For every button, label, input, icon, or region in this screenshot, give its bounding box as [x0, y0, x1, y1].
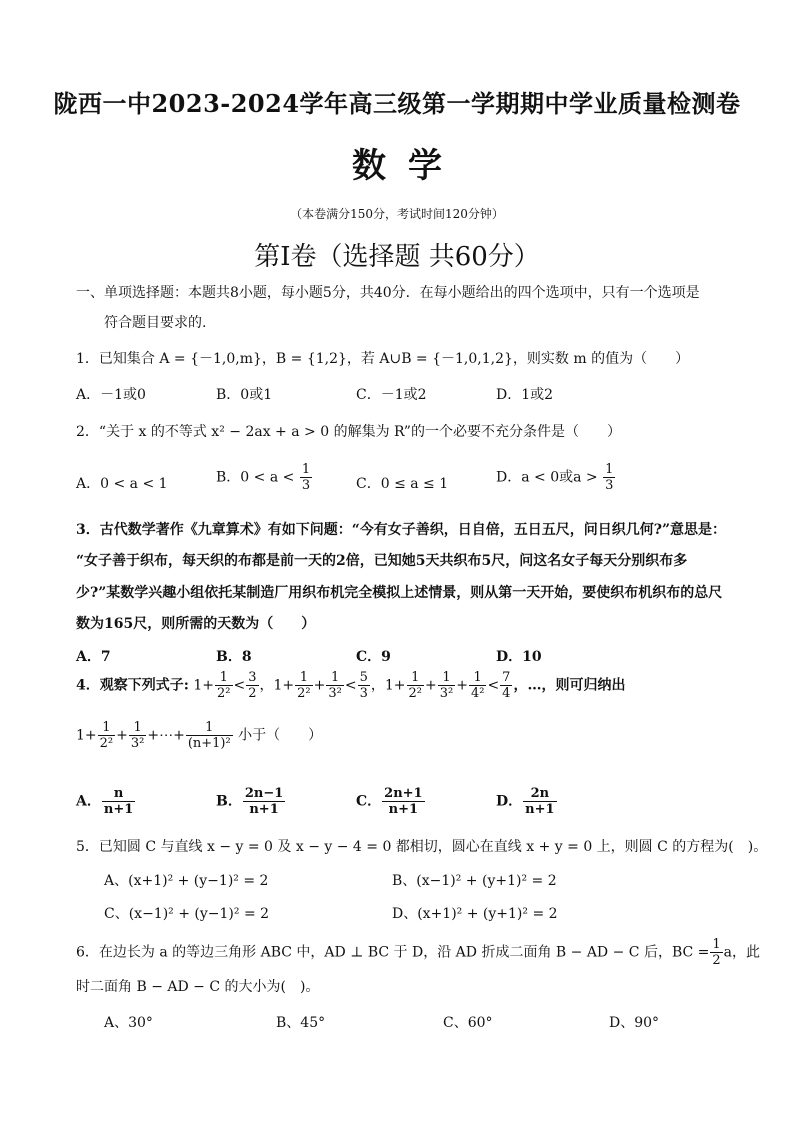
fraction — [382, 786, 424, 817]
question-3-line2: “女子善于织布，每天织的布都是前一天的2倍，已知她5天共织布5尺，问这名女子每天分别织布多 — [76, 553, 688, 569]
question-5-option-c: C、(x−1)² + (y−1)² = 2 — [104, 906, 270, 922]
section-instructions-line1: 一、单项选择题：本题共8小题，每小题5分，共40分．在每小题给出的四个选项中，只有一个选项是 — [76, 285, 700, 301]
less-than: < — [233, 677, 246, 694]
plus: + — [313, 677, 326, 694]
fraction — [438, 670, 455, 701]
plus: + — [456, 677, 468, 694]
fraction — [358, 670, 370, 701]
question-1-option-a: A．－1或0 — [76, 387, 146, 403]
denominator: 2² — [217, 686, 231, 701]
numerator: 2n — [523, 786, 556, 802]
question-2-option-d — [496, 462, 616, 493]
fraction — [98, 720, 115, 751]
question-3-option-c: C．9 — [356, 649, 391, 665]
numerator: 3 — [248, 670, 257, 685]
numerator: 1 — [301, 462, 311, 477]
q6-stem-text: 6．在边长为 a 的等边三角形 ABC 中，AD ⊥ BC 于 D，沿 AD 折成二面角 B − AD − C 后，BC = — [76, 944, 710, 961]
denominator: 2 — [712, 953, 721, 968]
denominator: 3² — [328, 686, 342, 701]
fraction — [523, 786, 556, 817]
option-b-text: B．0 < a < — [216, 469, 295, 486]
less-than: < — [344, 677, 357, 694]
denominator: 3² — [130, 736, 145, 751]
question-3-option-d: D．10 — [496, 649, 542, 665]
numerator: 7 — [502, 670, 511, 685]
question-1-option-b: B．0或1 — [216, 387, 273, 403]
q4-tail: ，…，则可归纳出 — [513, 677, 626, 694]
fraction — [215, 670, 232, 701]
question-4-option-b — [216, 786, 286, 817]
fraction — [407, 670, 424, 701]
fraction — [246, 670, 258, 701]
numerator: 1 — [295, 670, 312, 686]
question-6-option-c: C、60° — [443, 1015, 493, 1031]
numerator: 1 — [129, 720, 146, 736]
fraction — [710, 937, 722, 968]
question-3-line1: 3．古代数学著作《九章算术》有如下问题：“今有女子善织，日自倍，五日五尺，问日织几何?”意思是： — [76, 522, 727, 538]
subject-title: 数学 — [352, 146, 464, 186]
plus: + — [425, 677, 437, 694]
option-label: D． — [496, 793, 523, 810]
denominator: n+1 — [388, 802, 419, 817]
numerator: 5 — [359, 670, 368, 685]
numerator: 2n+1 — [384, 786, 423, 801]
fraction — [102, 786, 135, 817]
question-1-stem: 1．已知集合 A = {－1,0,m}，B = {1,2}，若 A∪B = {－1,0,1,2}，则实数 m 的值为（ ） — [76, 351, 690, 367]
numerator: 1 — [186, 720, 233, 736]
question-5-option-a: A、(x+1)² + (y−1)² = 2 — [104, 873, 269, 889]
q4-less-than-text: 小于（ ） — [238, 727, 323, 744]
numerator: 1 — [98, 720, 115, 736]
question-2-option-a: A．0 < a < 1 — [76, 476, 168, 492]
less-than: < — [487, 677, 500, 694]
denominator: 2² — [99, 736, 114, 751]
denominator: 3² — [439, 686, 454, 701]
question-5-option-b: B、(x−1)² + (y+1)² = 2 — [392, 873, 557, 889]
fraction — [469, 670, 486, 701]
question-6-line2: 时二面角 B − AD − C 的大小为( )。 — [76, 979, 320, 995]
question-2-stem: 2．“关于 x 的不等式 x² − 2ax + a > 0 的解集为 R”的一个必要不充分条件是（ ） — [76, 424, 621, 440]
question-2-option-b — [216, 462, 313, 493]
ellipsis: +⋯+ — [147, 727, 185, 744]
question-2-option-c: C．0 ≤ a ≤ 1 — [356, 476, 449, 492]
question-6-option-b: B、45° — [276, 1015, 326, 1031]
section-instructions-line2: 符合题目要求的. — [104, 315, 207, 331]
question-6-stem — [76, 937, 760, 968]
question-1-option-d: D．1或2 — [496, 387, 554, 403]
q6-stem-tail: a，此 — [723, 944, 761, 961]
numerator: 1 — [438, 670, 455, 686]
question-6-option-a: A、30° — [104, 1015, 153, 1031]
term: 1+ — [193, 677, 215, 694]
plus: + — [116, 727, 128, 744]
question-5-option-d: D、(x+1)² + (y+1)² = 2 — [392, 906, 558, 922]
question-3-option-a: A．7 — [76, 649, 111, 665]
question-3-line3: 少?”某数学兴趣小组依托某制造厂用织布机完全模拟上述情景，则从第一天开始，要使织布机织布的总尺 — [76, 585, 723, 601]
denominator: 2 — [248, 686, 257, 701]
fraction — [500, 670, 512, 701]
numerator: 1 — [712, 937, 721, 952]
question-1-option-c: C．－1或2 — [356, 387, 427, 403]
question-4-stem — [76, 670, 625, 701]
option-d-text: D．a < 0或a > — [496, 469, 598, 486]
fraction — [243, 786, 285, 817]
numerator: 1 — [326, 670, 343, 686]
denominator: 3 — [301, 478, 311, 493]
q4-lead: 4．观察下列式子: — [76, 677, 189, 694]
question-4-option-d — [496, 786, 558, 817]
denominator: n+1 — [103, 802, 134, 817]
question-5-stem: 5．已知圆 C 与直线 x − y = 0 及 x − y − 4 = 0 都相切，圆心在直线 x + y = 0 上，则圆 C 的方程为( )。 — [76, 839, 768, 855]
numerator: n — [102, 786, 135, 802]
question-3-option-b: B．8 — [216, 649, 252, 665]
question-4-option-a — [76, 786, 136, 817]
term: 1+ — [76, 727, 97, 744]
question-4-expression — [76, 720, 322, 751]
separator: ， — [259, 677, 274, 694]
denominator: 4 — [502, 686, 511, 701]
term: 1+ — [384, 677, 406, 694]
denominator: n+1 — [525, 802, 555, 817]
question-3-line4: 数为165尺，则所需的天数为（ ） — [76, 616, 316, 632]
option-label: B． — [216, 793, 242, 810]
option-label: C． — [356, 793, 382, 810]
numerator: 1 — [215, 670, 232, 686]
denominator: 3 — [359, 686, 368, 701]
fraction — [186, 720, 233, 751]
denominator: 3 — [605, 478, 614, 493]
fraction — [129, 720, 146, 751]
denominator: 4² — [470, 686, 485, 701]
fraction — [295, 670, 312, 701]
question-4-option-c — [356, 786, 426, 817]
term: 1+ — [273, 677, 295, 694]
part-title: 第Ⅰ卷（选择题 共60分） — [254, 242, 540, 272]
fraction — [300, 462, 312, 493]
denominator: n+1 — [249, 802, 279, 817]
denominator: (n+1)² — [187, 736, 231, 751]
numerator: 1 — [469, 670, 486, 686]
exam-title: 陇西一中2023-2024学年高三级第一学期期中学业质量检测卷 — [53, 89, 741, 118]
denominator: 2² — [408, 686, 422, 701]
numerator: 1 — [407, 670, 424, 686]
numerator: 1 — [605, 462, 614, 477]
exam-note: （本卷满分150分，考试时间120分钟） — [290, 207, 504, 221]
fraction — [603, 462, 615, 493]
question-6-option-d: D、90° — [609, 1015, 660, 1031]
option-label: A． — [76, 793, 101, 810]
denominator: 2² — [297, 686, 311, 701]
fraction — [326, 670, 343, 701]
numerator: 2n−1 — [244, 786, 284, 801]
separator: ， — [370, 677, 385, 694]
